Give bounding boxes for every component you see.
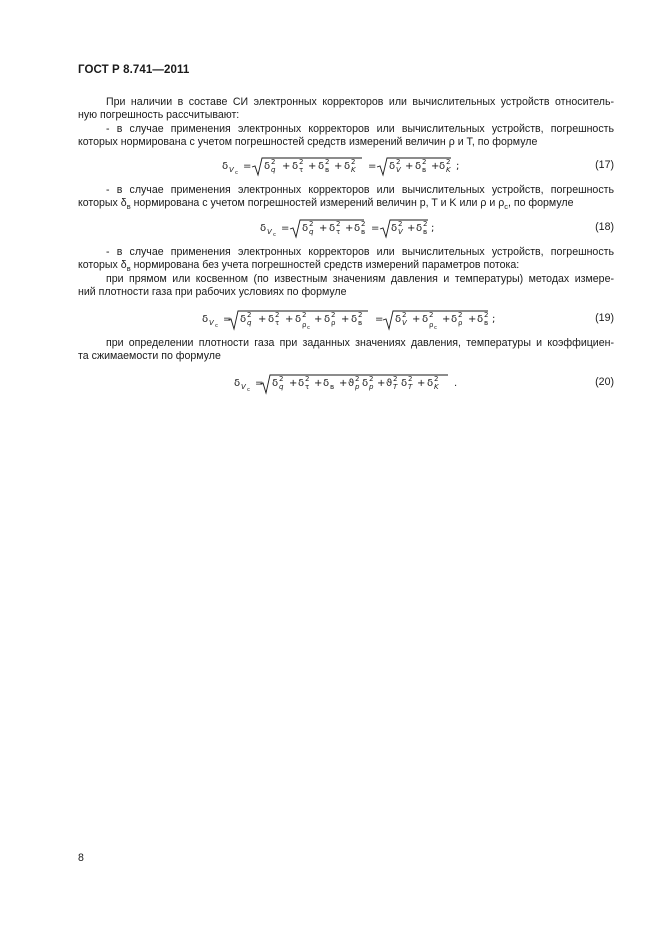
svg-text:q: q — [271, 166, 276, 174]
svg-text:V: V — [229, 166, 234, 174]
svg-text:+: + — [407, 223, 416, 234]
svg-text:2: 2 — [336, 220, 341, 228]
text-line: - в случае применения электронных корректоров или вычислительных устройств, погрешность — [106, 123, 614, 135]
svg-text:с: с — [235, 170, 239, 176]
svg-text:2: 2 — [361, 220, 366, 228]
svg-text:+: + — [258, 314, 267, 325]
svg-text:2: 2 — [355, 375, 360, 383]
svg-text:в: в — [330, 383, 335, 391]
text-line: которых $\delta_в$ нормирована без учета погрешностей средств измерений параметров потока: — [78, 259, 520, 274]
paragraph-case-1 — [78, 123, 614, 150]
text-line: При наличии в составе СИ электронных корректоров или вычислительных устройств относитель- — [106, 96, 614, 108]
svg-text:2: 2 — [398, 220, 403, 228]
svg-text:=: = — [281, 223, 290, 234]
svg-text:δ: δ — [427, 378, 434, 389]
text-line: ную погрешность рассчитывают: — [78, 109, 240, 122]
svg-text:с: с — [247, 387, 251, 393]
svg-text:ϑ: ϑ — [348, 378, 355, 389]
svg-text:=: = — [368, 161, 377, 172]
svg-text:2: 2 — [484, 311, 489, 319]
svg-text:+: + — [282, 161, 291, 172]
svg-text:;: ; — [492, 314, 496, 325]
svg-text:δ: δ — [268, 314, 275, 325]
text-line: при определении плотности газа при заданных значениях давления, температуры и коэффициен- — [106, 337, 614, 349]
svg-text:ρ: ρ — [429, 321, 434, 329]
svg-text:δ: δ — [260, 223, 267, 234]
svg-text:V: V — [241, 383, 246, 391]
equation-number: (17) — [595, 159, 614, 171]
svg-text:с: с — [434, 325, 438, 331]
svg-text:2: 2 — [422, 158, 427, 166]
svg-text:δ: δ — [422, 314, 429, 325]
svg-text:δ: δ — [292, 161, 299, 172]
svg-text:δ: δ — [302, 223, 309, 234]
formula-17 — [78, 155, 518, 181]
svg-text:2: 2 — [302, 311, 307, 319]
svg-text:K: K — [434, 383, 439, 391]
svg-text:q: q — [309, 228, 314, 236]
svg-text:δ: δ — [240, 314, 247, 325]
svg-text:+: + — [314, 314, 323, 325]
svg-text:V: V — [209, 319, 214, 327]
svg-text:δ: δ — [416, 223, 423, 234]
svg-text:δ: δ — [477, 314, 484, 325]
svg-text:δ: δ — [391, 223, 398, 234]
svg-text:δ: δ — [401, 378, 408, 389]
svg-text:+: + — [334, 161, 343, 172]
svg-text:+: + — [442, 314, 451, 325]
svg-text:δ: δ — [264, 161, 271, 172]
svg-text:с: с — [215, 323, 219, 329]
svg-text:δ: δ — [329, 223, 336, 234]
page-number: 8 — [78, 852, 84, 864]
svg-text:2: 2 — [358, 311, 363, 319]
svg-text:в: в — [423, 228, 428, 236]
svg-text:δ: δ — [395, 314, 402, 325]
text-line: которых нормирована с учетом погрешностей средств измерений величин ρ и T, по формуле — [78, 136, 538, 149]
formula-20 — [78, 372, 518, 400]
svg-text:ϑ: ϑ — [386, 378, 393, 389]
svg-text:+: + — [405, 161, 414, 172]
svg-text:τ: τ — [336, 228, 341, 236]
svg-text:τ: τ — [305, 383, 310, 391]
svg-text:q: q — [279, 383, 284, 391]
svg-text:2: 2 — [279, 375, 284, 383]
svg-text:ρ: ρ — [458, 319, 463, 327]
text-line: та сжимаемости по формуле — [78, 350, 221, 363]
svg-text:+: + — [377, 378, 386, 389]
svg-text:в: в — [422, 166, 427, 174]
svg-text:τ: τ — [299, 166, 304, 174]
equation-17 — [78, 155, 614, 181]
paragraph-given-values — [78, 337, 614, 364]
text-line: - в случае применения электронных корректоров или вычислительных устройств, погрешность — [106, 184, 614, 196]
svg-text:V: V — [402, 319, 407, 327]
svg-text:V: V — [267, 228, 272, 236]
svg-text:δ: δ — [222, 161, 229, 172]
svg-text:2: 2 — [325, 158, 330, 166]
svg-text:2: 2 — [305, 375, 310, 383]
svg-text:δ: δ — [389, 161, 396, 172]
svg-text:δ: δ — [351, 314, 358, 325]
document-id: ГОСТ Р 8.741—2011 — [78, 64, 190, 76]
text-line: - в случае применения электронных корректоров или вычислительных устройств, погрешность — [106, 246, 614, 258]
svg-text:δ: δ — [272, 378, 279, 389]
svg-text:p: p — [355, 383, 360, 391]
svg-text:в: в — [358, 319, 363, 327]
svg-text:+: + — [285, 314, 294, 325]
svg-text:+: + — [468, 314, 477, 325]
svg-text:ρ: ρ — [331, 319, 336, 327]
svg-text:2: 2 — [434, 375, 439, 383]
equation-number: (19) — [595, 312, 614, 324]
svg-text:δ: δ — [202, 314, 209, 325]
svg-text:с: с — [307, 325, 311, 331]
svg-text:δ: δ — [323, 378, 330, 389]
svg-text:+: + — [341, 314, 350, 325]
svg-text:2: 2 — [309, 220, 314, 228]
svg-text:2: 2 — [351, 158, 356, 166]
svg-text:V: V — [398, 228, 403, 236]
svg-text:2: 2 — [247, 311, 252, 319]
equation-number: (18) — [595, 221, 614, 233]
svg-text:+: + — [308, 161, 317, 172]
equation-19 — [78, 308, 614, 334]
formula-19 — [78, 308, 518, 336]
svg-text:+: + — [339, 378, 348, 389]
svg-text:δ: δ — [354, 223, 361, 234]
svg-text:V: V — [396, 166, 401, 174]
svg-text:T: T — [393, 383, 398, 391]
svg-text:δ: δ — [295, 314, 302, 325]
svg-text:=: = — [371, 223, 380, 234]
svg-text:;: ; — [431, 223, 435, 234]
paragraph-case-2 — [78, 184, 614, 211]
text-line: при прямом или косвенном (по известным значениям давления и температуры) методах измере- — [106, 273, 614, 285]
svg-text:δ: δ — [298, 378, 305, 389]
svg-text:в: в — [325, 166, 330, 174]
paragraph-case-3 — [78, 246, 614, 273]
svg-text:2: 2 — [423, 220, 428, 228]
svg-text:в: в — [361, 228, 366, 236]
text-line: ний плотности газа при рабочих условиях по формуле — [78, 286, 347, 299]
svg-text:+: + — [412, 314, 421, 325]
svg-text:=: = — [243, 161, 252, 172]
svg-text:ρ: ρ — [302, 321, 307, 329]
svg-text:p: p — [369, 383, 374, 391]
svg-text:+: + — [431, 161, 440, 172]
svg-text:2: 2 — [275, 311, 280, 319]
svg-text:2: 2 — [396, 158, 401, 166]
svg-text:2: 2 — [331, 311, 336, 319]
svg-text:δ: δ — [439, 161, 446, 172]
svg-text:2: 2 — [429, 311, 434, 319]
svg-text:2: 2 — [393, 375, 398, 383]
svg-text:+: + — [314, 378, 323, 389]
svg-text:.: . — [454, 378, 458, 389]
equation-number: (20) — [595, 376, 614, 388]
svg-text:2: 2 — [402, 311, 407, 319]
svg-text:δ: δ — [234, 378, 241, 389]
svg-text:+: + — [417, 378, 426, 389]
svg-text:K: K — [446, 166, 451, 174]
svg-text:τ: τ — [275, 319, 280, 327]
svg-text:q: q — [247, 319, 252, 327]
svg-text:=: = — [255, 378, 264, 389]
formula-18 — [78, 217, 518, 243]
svg-text:T: T — [408, 383, 413, 391]
paragraph-direct-method — [78, 273, 614, 300]
svg-text:2: 2 — [299, 158, 304, 166]
svg-text:2: 2 — [408, 375, 413, 383]
svg-text:+: + — [289, 378, 298, 389]
svg-text:2: 2 — [446, 158, 451, 166]
svg-text:=: = — [223, 314, 232, 325]
svg-text:δ: δ — [318, 161, 325, 172]
svg-text:δ: δ — [324, 314, 331, 325]
svg-text:2: 2 — [369, 375, 374, 383]
equation-20 — [78, 372, 614, 398]
paragraph-intro — [78, 96, 614, 123]
svg-text:K: K — [351, 166, 356, 174]
svg-text:;: ; — [456, 161, 460, 172]
svg-text:=: = — [375, 314, 384, 325]
equation-18 — [78, 217, 614, 243]
svg-text:в: в — [484, 319, 489, 327]
svg-text:2: 2 — [458, 311, 463, 319]
svg-text:2: 2 — [271, 158, 276, 166]
svg-text:δ: δ — [344, 161, 351, 172]
svg-text:+: + — [319, 223, 328, 234]
svg-text:δ: δ — [451, 314, 458, 325]
svg-text:+: + — [345, 223, 354, 234]
text-line: которых $\delta_в$ нормирована с учетом погрешностей измерений величин p, T и K или ρ и $\rho_с$, по формуле — [78, 197, 574, 212]
svg-text:δ: δ — [362, 378, 369, 389]
svg-text:δ: δ — [415, 161, 422, 172]
svg-text:с: с — [273, 232, 277, 238]
